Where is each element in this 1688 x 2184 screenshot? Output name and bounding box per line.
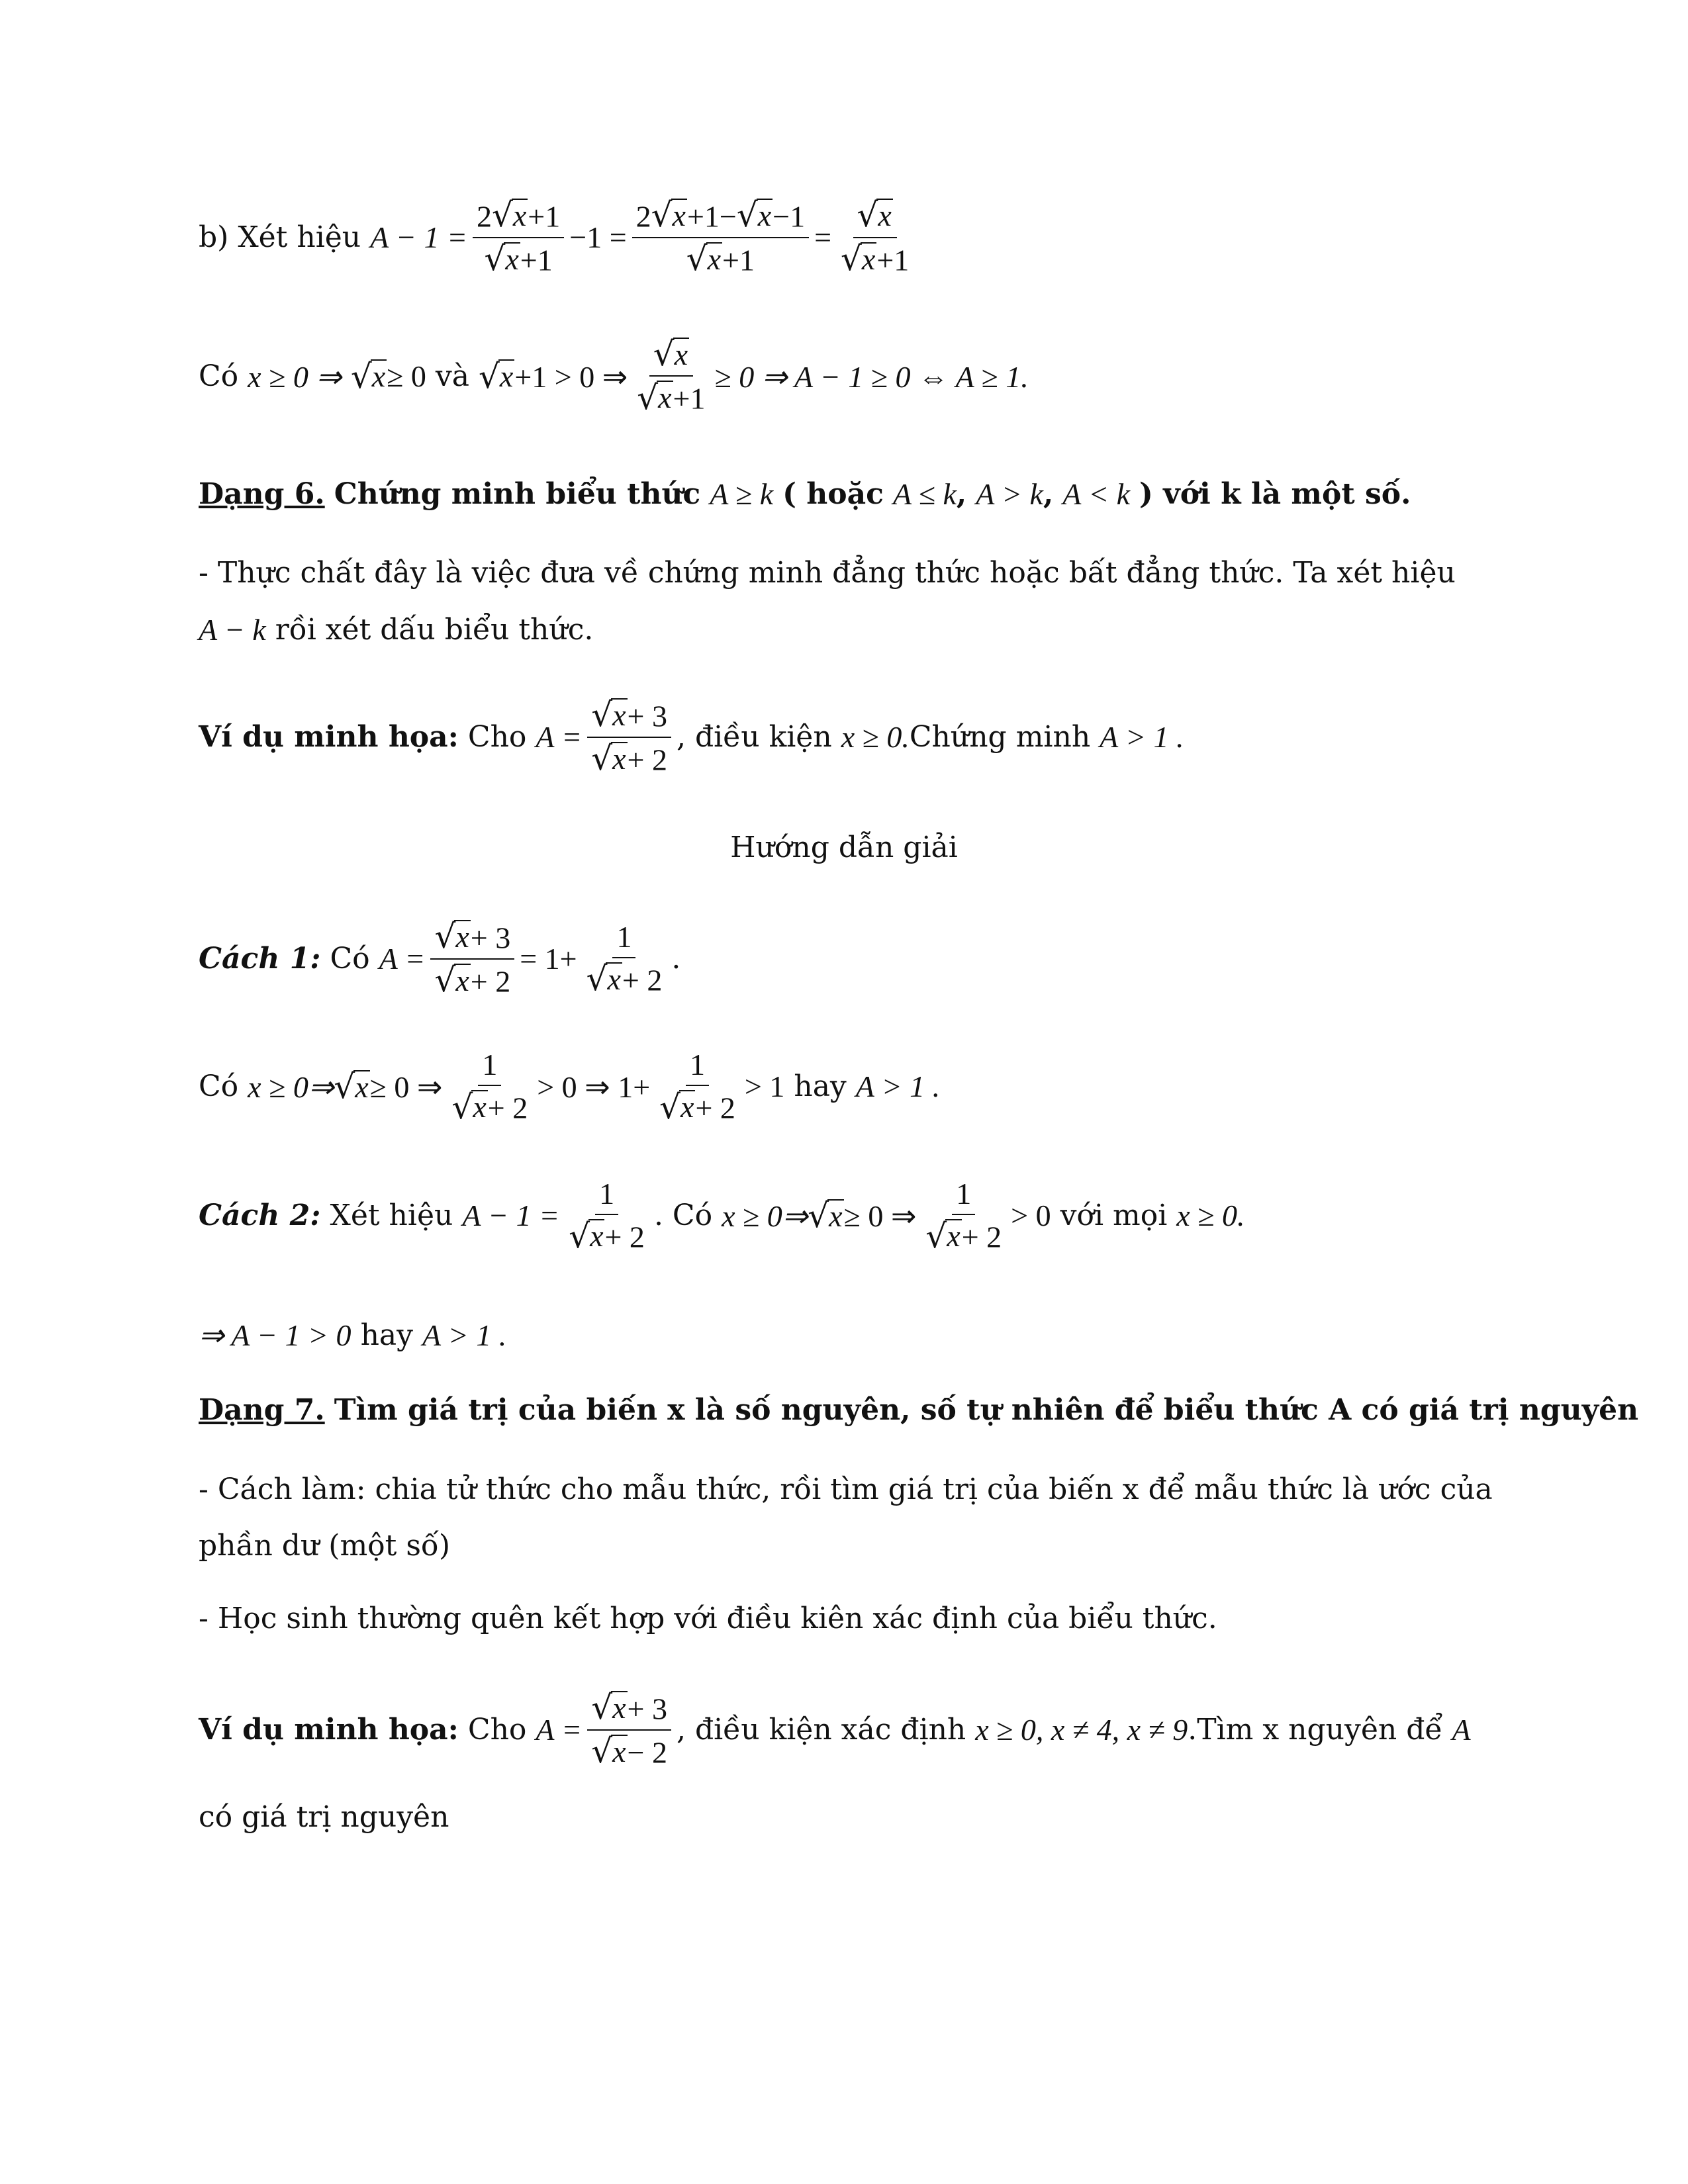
solution-heading-text: Hướng dẫn giải <box>730 831 958 864</box>
fraction-1: 2 √ x +1 √ x +1 <box>473 199 564 276</box>
fraction-one: 1 √ x + 2 <box>925 1177 1002 1255</box>
example-label: Ví dụ minh họa: <box>199 720 459 754</box>
dang6-label: Dạng 6. <box>199 477 325 511</box>
cond-text: , điều kiện <box>676 720 832 754</box>
desc7-line2 <box>199 1529 450 1563</box>
fraction-one: 1 √ x + 2 <box>659 1048 735 1126</box>
conclusion <box>199 1317 506 1353</box>
co-text: Có <box>199 1069 239 1104</box>
expr-2: ≥ 0 ⇒ <box>843 1199 917 1233</box>
expr-2: A > 1 . <box>422 1318 507 1352</box>
eq1: = 1+ <box>520 942 577 976</box>
cach1-label: Cách 1: <box>199 942 321 976</box>
sqrt-x: √ x <box>808 1197 843 1236</box>
dang6-heading <box>199 477 1411 512</box>
fraction-sqrt: √ x √ x +1 <box>637 335 706 417</box>
desc6-text: - Thực chất đây là việc đưa về chứng minh đẳng thức hoặc bất đẳng thức. Ta xét hiệu <box>199 556 1456 590</box>
fraction-a: √ x + 3 √ x + 2 <box>430 920 514 997</box>
co-text: Có <box>199 359 239 394</box>
lhs: A = <box>536 720 583 754</box>
part-b-label: b) Xét hiệu <box>199 220 361 255</box>
example7-text-2: có giá trị nguyên <box>199 1800 449 1834</box>
paren: ( hoặc <box>782 477 884 511</box>
dang7-label: Dạng 7. <box>199 1393 325 1427</box>
expr-1: x ≥ 0⇒ <box>248 1069 334 1104</box>
expr-1: x ≥ 0⇒ <box>722 1199 808 1233</box>
co-line-1 <box>199 335 1029 417</box>
fraction-a: √ x + 3 √ x + 2 <box>587 698 671 776</box>
expr-2: ≥ 0 <box>387 359 426 394</box>
lhs: A − 1 = <box>370 220 467 255</box>
co-text: Có <box>330 942 370 976</box>
expr-2: ≥ 0 ⇒ <box>369 1069 443 1104</box>
desc7-text-2: phần dư (một số) <box>199 1529 450 1563</box>
cach1 <box>199 917 681 999</box>
fraction-2: 2 √ x +1− √ x −1 √ x +1 <box>632 199 809 276</box>
sqrt-x: √ x <box>350 357 386 396</box>
desc7-line3 <box>199 1602 1217 1635</box>
desc7-text-3: - Học sinh thường quên kết hợp với điều kiên xác định của biểu thức. <box>199 1602 1217 1635</box>
comma: , <box>1043 477 1054 511</box>
fraction-one: 1 √ x + 2 <box>451 1048 528 1126</box>
math-2: A ≤ k <box>892 477 957 511</box>
hay-text: hay <box>360 1318 413 1352</box>
lhs: A = <box>536 1713 583 1747</box>
minus-one-eq: −1 = <box>569 220 627 255</box>
dang7-title: Tìm giá trị của biến x là số nguyên, số tự nhiên để biểu thức A có giá trị nguyên <box>334 1393 1639 1427</box>
equals: = <box>814 220 832 255</box>
part-b-line <box>199 196 918 278</box>
expr-4: x ≥ 0. <box>1176 1199 1245 1233</box>
example6 <box>199 698 1184 776</box>
desc6-line1 <box>199 556 1456 590</box>
expr-4: > 1 <box>744 1069 785 1104</box>
math-1: A ≥ k <box>710 477 774 511</box>
fraction-one: 1 √ x + 2 <box>586 919 663 999</box>
dang6-title-b: ) với k là một số. <box>1139 477 1411 511</box>
hay-text: hay <box>794 1069 847 1104</box>
a-minus-k: A − k <box>199 613 266 647</box>
math-4: A < k <box>1062 477 1130 511</box>
cond-text: , điều kiện xác định <box>676 1713 966 1747</box>
fraction-a: √ x + 3 √ x − 2 <box>587 1691 671 1768</box>
find-math: A <box>1452 1713 1471 1747</box>
math-3: A > k <box>976 477 1043 511</box>
find-text: .Tìm x nguyên để <box>1188 1713 1443 1747</box>
sqrt-x: √ x <box>479 357 514 396</box>
expr-4: ≥ 0 ⇒ A − 1 ≥ 0 ⇔ A ≥ 1. <box>714 359 1029 394</box>
comma: , <box>956 477 967 511</box>
desc7-line1 <box>199 1473 1493 1506</box>
prove-math: A > 1 . <box>1100 720 1184 754</box>
cho-text: Cho <box>467 720 527 754</box>
desc7-text-1: - Cách làm: chia tử thức cho mẫu thức, rồi tìm giá trị của biến x để mẫu thức là ước của <box>199 1473 1493 1506</box>
sqrt-x: √ x <box>334 1068 369 1107</box>
cond-math: x ≥ 0. <box>841 720 910 754</box>
example-label: Ví dụ minh họa: <box>199 1713 459 1747</box>
cach2-label: Cách 2: <box>199 1199 321 1233</box>
voi-text: với mọi <box>1060 1199 1168 1233</box>
cach2 <box>199 1178 1244 1253</box>
cho-text: Cho <box>467 1713 527 1747</box>
dang7-heading <box>199 1393 1638 1427</box>
fraction-one: 1 √ x + 2 <box>569 1177 645 1255</box>
expr-3: > 0 <box>1011 1199 1051 1233</box>
cond-math: x ≥ 0, x ≠ 4, x ≠ 9 <box>975 1713 1188 1747</box>
expr-1: x ≥ 0 ⇒ <box>248 359 342 394</box>
desc6-text-2: rồi xét dấu biểu thức. <box>275 613 594 647</box>
period: . <box>671 942 681 976</box>
co-line-2 <box>199 1049 940 1124</box>
solution-heading <box>0 831 1688 864</box>
desc6-line2 <box>199 612 593 647</box>
example7 <box>199 1688 1471 1770</box>
co-text: . Có <box>653 1199 713 1233</box>
expr-3: > 0 ⇒ 1+ <box>537 1069 651 1104</box>
lhs: A − 1 = <box>462 1199 560 1233</box>
expr-1: ⇒ A − 1 > 0 <box>199 1318 352 1352</box>
expr-3: +1 > 0 ⇒ <box>514 359 628 394</box>
example7-line2 <box>199 1800 449 1834</box>
fraction-3: √ x √ x +1 <box>841 196 910 278</box>
va-text: và <box>435 359 470 394</box>
xet-text: Xét hiệu <box>330 1199 453 1233</box>
prove-text: Chứng minh <box>909 720 1091 754</box>
expr-5: A > 1 . <box>855 1069 941 1104</box>
lhs: A = <box>379 942 426 976</box>
dang6-title-a: Chứng minh biểu thức <box>334 477 701 511</box>
